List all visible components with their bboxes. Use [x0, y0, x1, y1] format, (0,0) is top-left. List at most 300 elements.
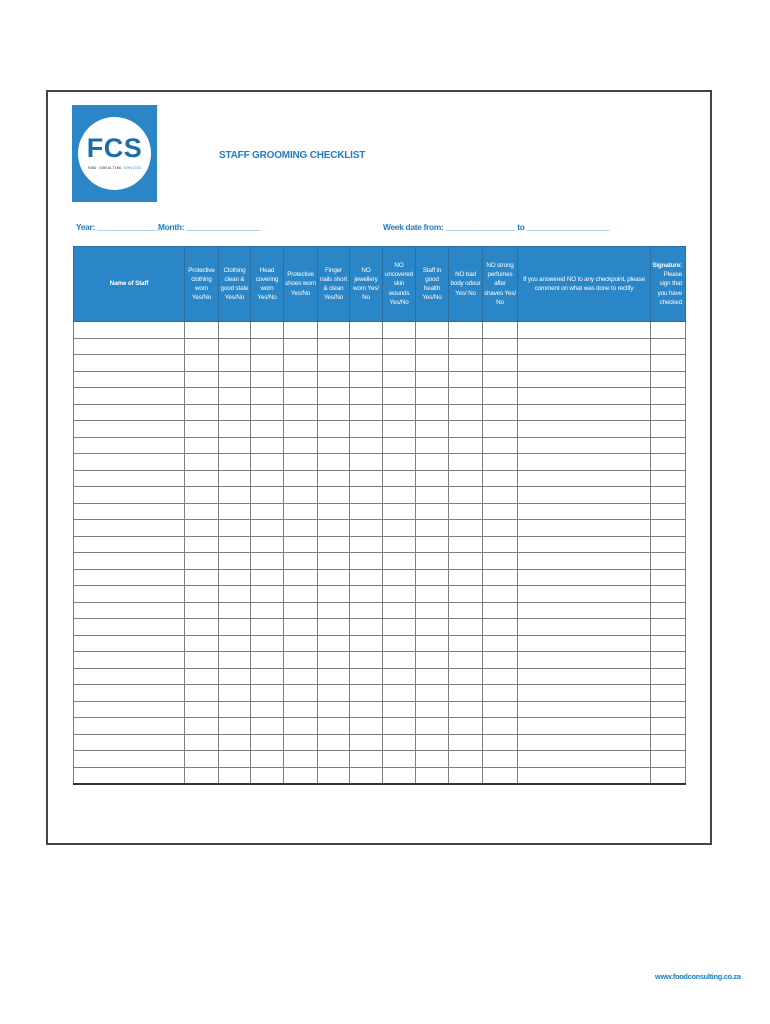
check-cell[interactable]	[251, 338, 284, 355]
check-cell[interactable]	[383, 701, 416, 718]
check-cell[interactable]	[483, 388, 518, 405]
staff-name-cell[interactable]	[74, 520, 185, 537]
check-cell[interactable]	[284, 734, 318, 751]
signature-cell[interactable]	[651, 388, 686, 405]
check-cell[interactable]	[318, 553, 350, 570]
check-cell[interactable]	[383, 437, 416, 454]
comment-cell[interactable]	[518, 322, 651, 339]
check-cell[interactable]	[416, 668, 449, 685]
check-cell[interactable]	[483, 520, 518, 537]
check-cell[interactable]	[383, 470, 416, 487]
check-cell[interactable]	[416, 355, 449, 372]
signature-cell[interactable]	[651, 355, 686, 372]
comment-cell[interactable]	[518, 569, 651, 586]
check-cell[interactable]	[219, 454, 251, 471]
staff-name-cell[interactable]	[74, 553, 185, 570]
check-cell[interactable]	[350, 685, 383, 702]
check-cell[interactable]	[219, 685, 251, 702]
check-cell[interactable]	[251, 586, 284, 603]
check-cell[interactable]	[416, 569, 449, 586]
check-cell[interactable]	[449, 701, 483, 718]
check-cell[interactable]	[219, 668, 251, 685]
check-cell[interactable]	[416, 437, 449, 454]
signature-cell[interactable]	[651, 520, 686, 537]
signature-cell[interactable]	[651, 338, 686, 355]
comment-cell[interactable]	[518, 718, 651, 735]
check-cell[interactable]	[383, 503, 416, 520]
check-cell[interactable]	[185, 668, 219, 685]
check-cell[interactable]	[449, 718, 483, 735]
comment-cell[interactable]	[518, 421, 651, 438]
check-cell[interactable]	[251, 635, 284, 652]
check-cell[interactable]	[416, 371, 449, 388]
check-cell[interactable]	[383, 767, 416, 784]
check-cell[interactable]	[416, 701, 449, 718]
check-cell[interactable]	[350, 536, 383, 553]
signature-cell[interactable]	[651, 685, 686, 702]
check-cell[interactable]	[483, 668, 518, 685]
check-cell[interactable]	[318, 520, 350, 537]
signature-cell[interactable]	[651, 701, 686, 718]
check-cell[interactable]	[449, 652, 483, 669]
check-cell[interactable]	[449, 668, 483, 685]
signature-cell[interactable]	[651, 718, 686, 735]
check-cell[interactable]	[483, 355, 518, 372]
staff-name-cell[interactable]	[74, 536, 185, 553]
check-cell[interactable]	[284, 668, 318, 685]
check-cell[interactable]	[284, 586, 318, 603]
check-cell[interactable]	[318, 470, 350, 487]
check-cell[interactable]	[219, 470, 251, 487]
staff-name-cell[interactable]	[74, 421, 185, 438]
staff-name-cell[interactable]	[74, 718, 185, 735]
check-cell[interactable]	[284, 454, 318, 471]
check-cell[interactable]	[251, 503, 284, 520]
check-cell[interactable]	[251, 701, 284, 718]
check-cell[interactable]	[383, 338, 416, 355]
check-cell[interactable]	[318, 322, 350, 339]
check-cell[interactable]	[350, 652, 383, 669]
check-cell[interactable]	[219, 586, 251, 603]
check-cell[interactable]	[483, 553, 518, 570]
check-cell[interactable]	[483, 602, 518, 619]
check-cell[interactable]	[318, 338, 350, 355]
signature-cell[interactable]	[651, 586, 686, 603]
check-cell[interactable]	[483, 619, 518, 636]
check-cell[interactable]	[383, 454, 416, 471]
comment-cell[interactable]	[518, 536, 651, 553]
check-cell[interactable]	[449, 553, 483, 570]
check-cell[interactable]	[284, 388, 318, 405]
staff-name-cell[interactable]	[74, 586, 185, 603]
check-cell[interactable]	[284, 718, 318, 735]
staff-name-cell[interactable]	[74, 734, 185, 751]
check-cell[interactable]	[251, 652, 284, 669]
check-cell[interactable]	[251, 371, 284, 388]
check-cell[interactable]	[383, 487, 416, 504]
signature-cell[interactable]	[651, 487, 686, 504]
check-cell[interactable]	[251, 355, 284, 372]
check-cell[interactable]	[350, 751, 383, 768]
check-cell[interactable]	[185, 652, 219, 669]
check-cell[interactable]	[483, 470, 518, 487]
signature-cell[interactable]	[651, 734, 686, 751]
check-cell[interactable]	[483, 767, 518, 784]
check-cell[interactable]	[284, 322, 318, 339]
check-cell[interactable]	[483, 652, 518, 669]
check-cell[interactable]	[449, 454, 483, 471]
check-cell[interactable]	[383, 388, 416, 405]
signature-cell[interactable]	[651, 404, 686, 421]
check-cell[interactable]	[449, 685, 483, 702]
check-cell[interactable]	[251, 421, 284, 438]
signature-cell[interactable]	[651, 437, 686, 454]
signature-cell[interactable]	[651, 470, 686, 487]
check-cell[interactable]	[185, 421, 219, 438]
check-cell[interactable]	[251, 751, 284, 768]
check-cell[interactable]	[350, 355, 383, 372]
signature-cell[interactable]	[651, 322, 686, 339]
check-cell[interactable]	[483, 701, 518, 718]
check-cell[interactable]	[416, 619, 449, 636]
check-cell[interactable]	[383, 685, 416, 702]
check-cell[interactable]	[185, 569, 219, 586]
check-cell[interactable]	[350, 437, 383, 454]
check-cell[interactable]	[219, 322, 251, 339]
staff-name-cell[interactable]	[74, 619, 185, 636]
check-cell[interactable]	[449, 404, 483, 421]
check-cell[interactable]	[185, 371, 219, 388]
website-link[interactable]: www.foodconsulting.co.za	[655, 972, 741, 981]
check-cell[interactable]	[483, 421, 518, 438]
check-cell[interactable]	[318, 536, 350, 553]
check-cell[interactable]	[251, 602, 284, 619]
check-cell[interactable]	[383, 322, 416, 339]
staff-name-cell[interactable]	[74, 470, 185, 487]
check-cell[interactable]	[219, 635, 251, 652]
check-cell[interactable]	[185, 437, 219, 454]
check-cell[interactable]	[318, 355, 350, 372]
check-cell[interactable]	[483, 685, 518, 702]
check-cell[interactable]	[219, 503, 251, 520]
check-cell[interactable]	[251, 404, 284, 421]
check-cell[interactable]	[185, 322, 219, 339]
check-cell[interactable]	[383, 635, 416, 652]
check-cell[interactable]	[185, 619, 219, 636]
staff-name-cell[interactable]	[74, 635, 185, 652]
check-cell[interactable]	[318, 421, 350, 438]
check-cell[interactable]	[284, 569, 318, 586]
check-cell[interactable]	[416, 454, 449, 471]
check-cell[interactable]	[449, 751, 483, 768]
check-cell[interactable]	[284, 553, 318, 570]
check-cell[interactable]	[350, 635, 383, 652]
check-cell[interactable]	[219, 718, 251, 735]
check-cell[interactable]	[483, 338, 518, 355]
check-cell[interactable]	[219, 602, 251, 619]
check-cell[interactable]	[251, 718, 284, 735]
staff-name-cell[interactable]	[74, 355, 185, 372]
check-cell[interactable]	[185, 718, 219, 735]
check-cell[interactable]	[483, 322, 518, 339]
check-cell[interactable]	[449, 536, 483, 553]
check-cell[interactable]	[185, 635, 219, 652]
comment-cell[interactable]	[518, 371, 651, 388]
check-cell[interactable]	[219, 553, 251, 570]
check-cell[interactable]	[318, 668, 350, 685]
check-cell[interactable]	[383, 355, 416, 372]
check-cell[interactable]	[483, 487, 518, 504]
check-cell[interactable]	[383, 751, 416, 768]
check-cell[interactable]	[449, 569, 483, 586]
check-cell[interactable]	[416, 553, 449, 570]
signature-cell[interactable]	[651, 602, 686, 619]
comment-cell[interactable]	[518, 388, 651, 405]
check-cell[interactable]	[483, 454, 518, 471]
check-cell[interactable]	[318, 371, 350, 388]
staff-name-cell[interactable]	[74, 701, 185, 718]
comment-cell[interactable]	[518, 487, 651, 504]
check-cell[interactable]	[318, 404, 350, 421]
check-cell[interactable]	[318, 586, 350, 603]
check-cell[interactable]	[350, 487, 383, 504]
check-cell[interactable]	[219, 437, 251, 454]
check-cell[interactable]	[449, 619, 483, 636]
check-cell[interactable]	[251, 767, 284, 784]
signature-cell[interactable]	[651, 454, 686, 471]
signature-cell[interactable]	[651, 371, 686, 388]
staff-name-cell[interactable]	[74, 569, 185, 586]
comment-cell[interactable]	[518, 355, 651, 372]
check-cell[interactable]	[284, 421, 318, 438]
check-cell[interactable]	[185, 454, 219, 471]
check-cell[interactable]	[416, 338, 449, 355]
check-cell[interactable]	[383, 668, 416, 685]
check-cell[interactable]	[383, 619, 416, 636]
check-cell[interactable]	[350, 734, 383, 751]
staff-name-cell[interactable]	[74, 388, 185, 405]
check-cell[interactable]	[483, 404, 518, 421]
check-cell[interactable]	[318, 437, 350, 454]
check-cell[interactable]	[449, 602, 483, 619]
check-cell[interactable]	[350, 718, 383, 735]
comment-cell[interactable]	[518, 470, 651, 487]
check-cell[interactable]	[185, 470, 219, 487]
check-cell[interactable]	[185, 355, 219, 372]
check-cell[interactable]	[284, 503, 318, 520]
check-cell[interactable]	[449, 586, 483, 603]
check-cell[interactable]	[350, 701, 383, 718]
check-cell[interactable]	[383, 553, 416, 570]
check-cell[interactable]	[350, 619, 383, 636]
check-cell[interactable]	[416, 685, 449, 702]
check-cell[interactable]	[185, 553, 219, 570]
check-cell[interactable]	[318, 751, 350, 768]
check-cell[interactable]	[318, 388, 350, 405]
check-cell[interactable]	[219, 520, 251, 537]
check-cell[interactable]	[284, 404, 318, 421]
check-cell[interactable]	[383, 602, 416, 619]
check-cell[interactable]	[483, 586, 518, 603]
check-cell[interactable]	[284, 520, 318, 537]
check-cell[interactable]	[185, 685, 219, 702]
check-cell[interactable]	[284, 371, 318, 388]
comment-cell[interactable]	[518, 404, 651, 421]
check-cell[interactable]	[185, 520, 219, 537]
check-cell[interactable]	[219, 652, 251, 669]
check-cell[interactable]	[284, 652, 318, 669]
check-cell[interactable]	[318, 569, 350, 586]
staff-name-cell[interactable]	[74, 437, 185, 454]
check-cell[interactable]	[449, 635, 483, 652]
check-cell[interactable]	[383, 734, 416, 751]
comment-cell[interactable]	[518, 734, 651, 751]
check-cell[interactable]	[350, 569, 383, 586]
signature-cell[interactable]	[651, 536, 686, 553]
check-cell[interactable]	[416, 536, 449, 553]
check-cell[interactable]	[350, 586, 383, 603]
check-cell[interactable]	[185, 751, 219, 768]
check-cell[interactable]	[219, 421, 251, 438]
check-cell[interactable]	[219, 701, 251, 718]
staff-name-cell[interactable]	[74, 767, 185, 784]
check-cell[interactable]	[219, 569, 251, 586]
comment-cell[interactable]	[518, 586, 651, 603]
check-cell[interactable]	[449, 470, 483, 487]
check-cell[interactable]	[251, 470, 284, 487]
signature-cell[interactable]	[651, 668, 686, 685]
check-cell[interactable]	[449, 734, 483, 751]
check-cell[interactable]	[318, 685, 350, 702]
check-cell[interactable]	[251, 454, 284, 471]
check-cell[interactable]	[219, 734, 251, 751]
comment-cell[interactable]	[518, 767, 651, 784]
staff-name-cell[interactable]	[74, 338, 185, 355]
check-cell[interactable]	[284, 701, 318, 718]
check-cell[interactable]	[284, 751, 318, 768]
check-cell[interactable]	[383, 421, 416, 438]
staff-name-cell[interactable]	[74, 503, 185, 520]
comment-cell[interactable]	[518, 437, 651, 454]
check-cell[interactable]	[350, 668, 383, 685]
staff-name-cell[interactable]	[74, 404, 185, 421]
check-cell[interactable]	[284, 536, 318, 553]
signature-cell[interactable]	[651, 503, 686, 520]
check-cell[interactable]	[416, 487, 449, 504]
check-cell[interactable]	[416, 652, 449, 669]
check-cell[interactable]	[416, 404, 449, 421]
check-cell[interactable]	[318, 734, 350, 751]
check-cell[interactable]	[219, 388, 251, 405]
check-cell[interactable]	[284, 470, 318, 487]
check-cell[interactable]	[449, 338, 483, 355]
check-cell[interactable]	[284, 635, 318, 652]
check-cell[interactable]	[318, 718, 350, 735]
check-cell[interactable]	[483, 751, 518, 768]
check-cell[interactable]	[350, 404, 383, 421]
check-cell[interactable]	[284, 487, 318, 504]
staff-name-cell[interactable]	[74, 652, 185, 669]
check-cell[interactable]	[251, 619, 284, 636]
check-cell[interactable]	[483, 734, 518, 751]
check-cell[interactable]	[449, 371, 483, 388]
check-cell[interactable]	[383, 520, 416, 537]
check-cell[interactable]	[251, 388, 284, 405]
check-cell[interactable]	[219, 751, 251, 768]
check-cell[interactable]	[318, 487, 350, 504]
check-cell[interactable]	[251, 734, 284, 751]
check-cell[interactable]	[318, 652, 350, 669]
check-cell[interactable]	[185, 338, 219, 355]
comment-cell[interactable]	[518, 454, 651, 471]
comment-cell[interactable]	[518, 685, 651, 702]
check-cell[interactable]	[185, 586, 219, 603]
check-cell[interactable]	[185, 701, 219, 718]
check-cell[interactable]	[416, 520, 449, 537]
check-cell[interactable]	[416, 718, 449, 735]
check-cell[interactable]	[185, 536, 219, 553]
check-cell[interactable]	[251, 322, 284, 339]
staff-name-cell[interactable]	[74, 454, 185, 471]
check-cell[interactable]	[251, 553, 284, 570]
check-cell[interactable]	[416, 503, 449, 520]
check-cell[interactable]	[185, 767, 219, 784]
week-date-field[interactable]: Week date from: ________________ to ___________________	[383, 222, 610, 232]
check-cell[interactable]	[383, 536, 416, 553]
check-cell[interactable]	[318, 602, 350, 619]
signature-cell[interactable]	[651, 767, 686, 784]
check-cell[interactable]	[416, 421, 449, 438]
check-cell[interactable]	[219, 619, 251, 636]
check-cell[interactable]	[219, 767, 251, 784]
signature-cell[interactable]	[651, 635, 686, 652]
check-cell[interactable]	[350, 503, 383, 520]
check-cell[interactable]	[483, 437, 518, 454]
check-cell[interactable]	[483, 503, 518, 520]
staff-name-cell[interactable]	[74, 751, 185, 768]
check-cell[interactable]	[219, 338, 251, 355]
check-cell[interactable]	[219, 404, 251, 421]
check-cell[interactable]	[219, 487, 251, 504]
check-cell[interactable]	[449, 767, 483, 784]
check-cell[interactable]	[185, 503, 219, 520]
check-cell[interactable]	[383, 371, 416, 388]
check-cell[interactable]	[449, 421, 483, 438]
check-cell[interactable]	[449, 503, 483, 520]
check-cell[interactable]	[318, 619, 350, 636]
check-cell[interactable]	[251, 569, 284, 586]
check-cell[interactable]	[416, 388, 449, 405]
check-cell[interactable]	[251, 487, 284, 504]
comment-cell[interactable]	[518, 751, 651, 768]
comment-cell[interactable]	[518, 338, 651, 355]
comment-cell[interactable]	[518, 619, 651, 636]
check-cell[interactable]	[284, 619, 318, 636]
check-cell[interactable]	[416, 470, 449, 487]
check-cell[interactable]	[219, 536, 251, 553]
check-cell[interactable]	[449, 388, 483, 405]
check-cell[interactable]	[185, 404, 219, 421]
check-cell[interactable]	[251, 668, 284, 685]
comment-cell[interactable]	[518, 553, 651, 570]
check-cell[interactable]	[350, 553, 383, 570]
check-cell[interactable]	[251, 520, 284, 537]
staff-name-cell[interactable]	[74, 371, 185, 388]
check-cell[interactable]	[318, 767, 350, 784]
check-cell[interactable]	[483, 536, 518, 553]
check-cell[interactable]	[416, 602, 449, 619]
check-cell[interactable]	[383, 569, 416, 586]
